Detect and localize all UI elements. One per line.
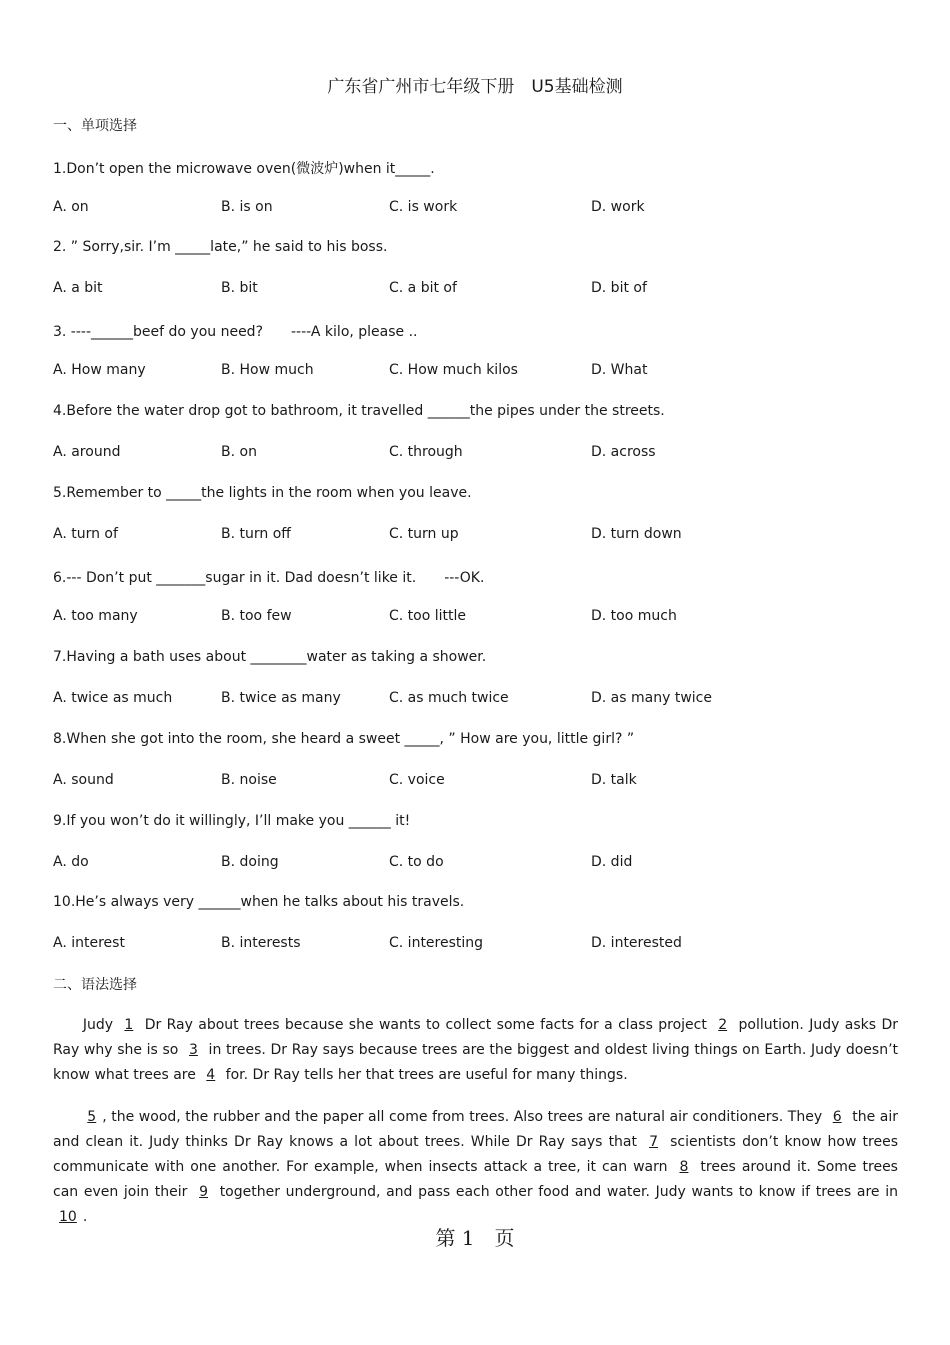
- question-6-option-d: D. too much: [591, 608, 677, 624]
- question-2-option-a: A. a bit: [53, 280, 103, 296]
- question-10-option-b: B. interests: [221, 935, 301, 951]
- question-7: 7.Having a bath uses about ________water as taking a shower.: [53, 649, 487, 665]
- question-3-option-c: C. How much kilos: [389, 362, 518, 378]
- question-10-option-c: C. interesting: [389, 935, 484, 951]
- passage-blank: 5: [87, 1109, 97, 1125]
- question-5-option-a: A. turn of: [53, 526, 118, 542]
- question-10-option-d: D. interested: [591, 935, 682, 951]
- question-6-option-c: C. too little: [389, 608, 467, 624]
- section-heading-grammar-choice: 二、语法选择: [53, 977, 137, 993]
- question-8-option-b: B. noise: [221, 772, 277, 788]
- question-1: 1.Don’t open the microwave oven(微波炉)when it_____.: [53, 161, 435, 177]
- question-2-option-b: B. bit: [221, 280, 258, 296]
- question-1-option-c: C. is work: [389, 199, 458, 215]
- question-2: 2. ” Sorry,sir. I’m _____late,” he said to his boss.: [53, 239, 388, 255]
- question-3-option-a: A. How many: [53, 362, 146, 378]
- question-9-option-a: A. do: [53, 854, 89, 870]
- question-6-option-b: B. too few: [221, 608, 292, 624]
- question-6: 6.--- Don’t put _______sugar in it. Dad doesn’t like it. ---OK.: [53, 570, 485, 586]
- question-8: 8.When she got into the room, she heard a sweet _____, ” How are you, little girl? ”: [53, 731, 635, 747]
- passage-blank: 1: [124, 1017, 134, 1033]
- passage-blank: 7: [649, 1134, 659, 1150]
- passage-blank: 4: [206, 1067, 216, 1083]
- question-8-option-d: D. talk: [591, 772, 637, 788]
- question-9-option-c: C. to do: [389, 854, 444, 870]
- section-heading-single-choice: 一、单项选择: [53, 118, 137, 134]
- passage-blank: 9: [199, 1184, 209, 1200]
- question-1-option-a: A. on: [53, 199, 89, 215]
- question-9-option-d: D. did: [591, 854, 633, 870]
- question-5-option-b: B. turn off: [221, 526, 291, 542]
- question-5: 5.Remember to _____the lights in the room when you leave.: [53, 485, 472, 501]
- question-4-option-d: D. across: [591, 444, 656, 460]
- question-1-option-d: D. work: [591, 199, 645, 215]
- question-9-option-b: B. doing: [221, 854, 279, 870]
- question-3-option-b: B. How much: [221, 362, 314, 378]
- question-7-option-d: D. as many twice: [591, 690, 712, 706]
- question-5-option-d: D. turn down: [591, 526, 682, 542]
- passage-blank: 2: [718, 1017, 728, 1033]
- passage-paragraph-1: Judy 1 Dr Ray about trees because she wants to collect some facts for a class project 2 pollution. Judy asks Dr Ray why she is so 3 in trees. Dr Ray says because trees are the biggest and oldest living things on Earth. Judy doesn’t know what trees are 4 for. Dr Ray tells her that trees are useful for many things.: [53, 1017, 899, 1083]
- passage-paragraph-2: 5 , the wood, the rubber and the paper all come from trees. Also trees are natural air conditioners. They 6 the air and clean it. Judy thinks Dr Ray knows a lot about trees. While Dr Ray says that 7 scientists don’t know how trees communicate with one another. For example, when insects attack a tree, it can warn 8 trees around it. Some trees can even join their 9 together underground, and pass each other food and water. Judy wants to know if trees are in 10 .: [53, 1109, 899, 1225]
- document-title: 广东省广州市七年级下册 U5基础检测: [327, 77, 623, 97]
- question-10: 10.He’s always very ______when he talks about his travels.: [53, 894, 465, 910]
- passage-blank: 10: [59, 1209, 77, 1225]
- question-3: 3. ----______beef do you need? ----A kilo, please ..: [53, 324, 418, 340]
- question-4-option-b: B. on: [221, 444, 257, 460]
- question-6-option-a: A. too many: [53, 608, 138, 624]
- question-10-option-a: A. interest: [53, 935, 125, 951]
- question-8-option-c: C. voice: [389, 772, 445, 788]
- question-4-option-c: C. through: [389, 444, 463, 460]
- question-5-option-c: C. turn up: [389, 526, 459, 542]
- question-8-option-a: A. sound: [53, 772, 114, 788]
- passage-blank: 8: [679, 1159, 689, 1175]
- passage-blank: 3: [188, 1042, 198, 1058]
- question-7-option-a: A. twice as much: [53, 690, 173, 706]
- question-1-option-b: B. is on: [221, 199, 273, 215]
- question-2-option-c: C. a bit of: [389, 280, 457, 296]
- page-number: 第 1 页: [435, 1226, 515, 1250]
- question-4-option-a: A. around: [53, 444, 121, 460]
- question-4: 4.Before the water drop got to bathroom, it travelled ______the pipes under the streets.: [53, 403, 665, 419]
- passage-blank: 6: [832, 1109, 842, 1125]
- question-7-option-c: C. as much twice: [389, 690, 509, 706]
- question-7-option-b: B. twice as many: [221, 690, 341, 706]
- question-9: 9.If you won’t do it willingly, I’ll make you ______ it!: [53, 813, 411, 829]
- question-2-option-d: D. bit of: [591, 280, 647, 296]
- question-3-option-d: D. What: [591, 362, 648, 378]
